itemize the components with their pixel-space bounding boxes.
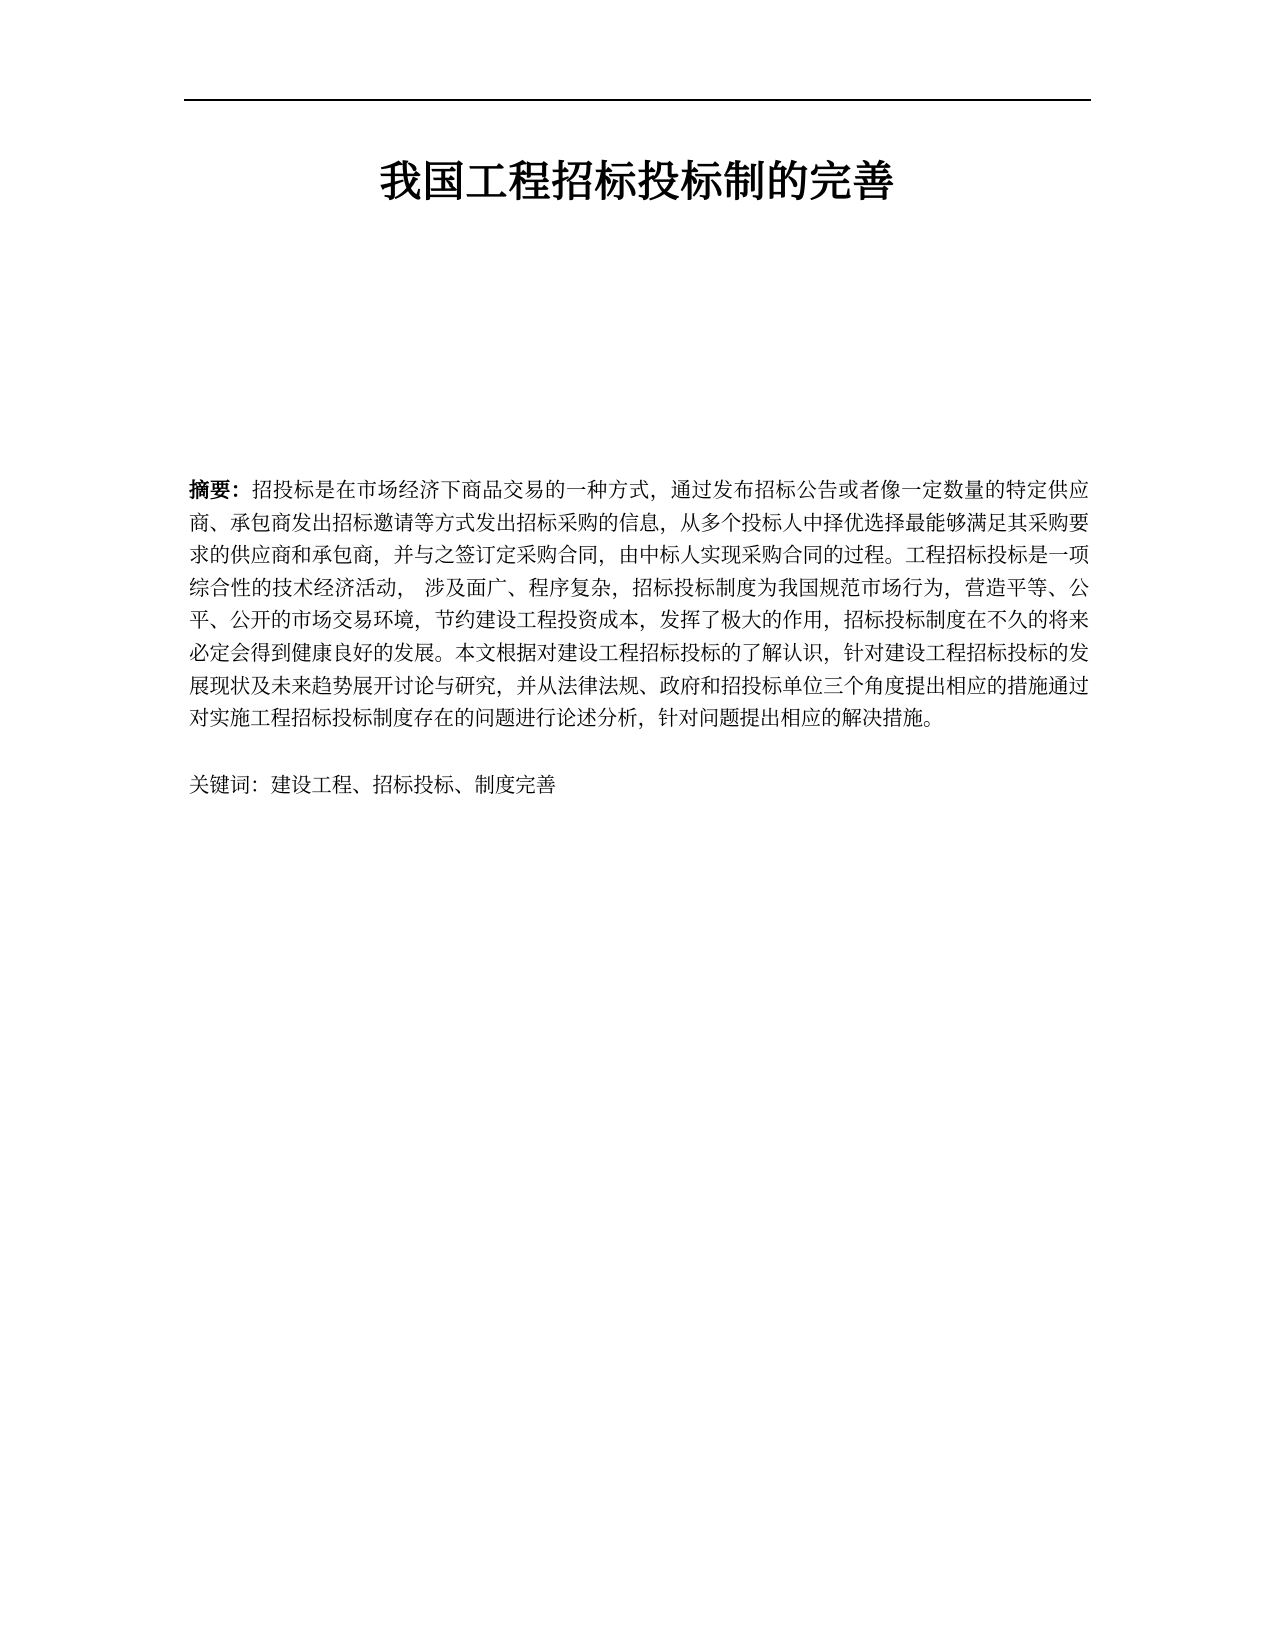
keywords-label: 关键词： <box>189 773 271 797</box>
header-rule <box>184 99 1091 101</box>
abstract-text: 招投标是在市场经济下商品交易的一种方式，通过发布招标公告或者像一定数量的特定供应商、承包商发出招标邀请等方式发出招标采购的信息，从多个投标人中择优选择最能够满足其采购要求的供应商和承包商，并与之签订定采购合同，由中标人实现采购合同的过程。工程招标投标是一项综合性的技术经济活动， 涉及面广、程序复杂，招标投标制度为我国规范市场行为，营造平等、公平、公开的市场交易环境，节约建设工程投资成本，发挥了极大的作用，招标投标制度在不久的将来必定会得到健康良好的发展。本文根据对建设工程招标投标的了解认识，针对建设工程招标投标的发展现状及未来趋势展开讨论与研究，并从法律法规、政府和招投标单位三个角度提出相应的措施通过对实施工程招标投标制度存在的问题进行论述分析，针对问题提出相应的解决措施。 <box>189 478 1090 731</box>
keywords-line <box>189 769 1089 801</box>
abstract-paragraph <box>189 474 1089 735</box>
abstract-label: 摘要： <box>189 478 252 502</box>
document-title: 我国工程招标投标制的完善 <box>379 157 896 206</box>
keywords-text: 建设工程、招标投标、制度完善 <box>270 773 557 797</box>
